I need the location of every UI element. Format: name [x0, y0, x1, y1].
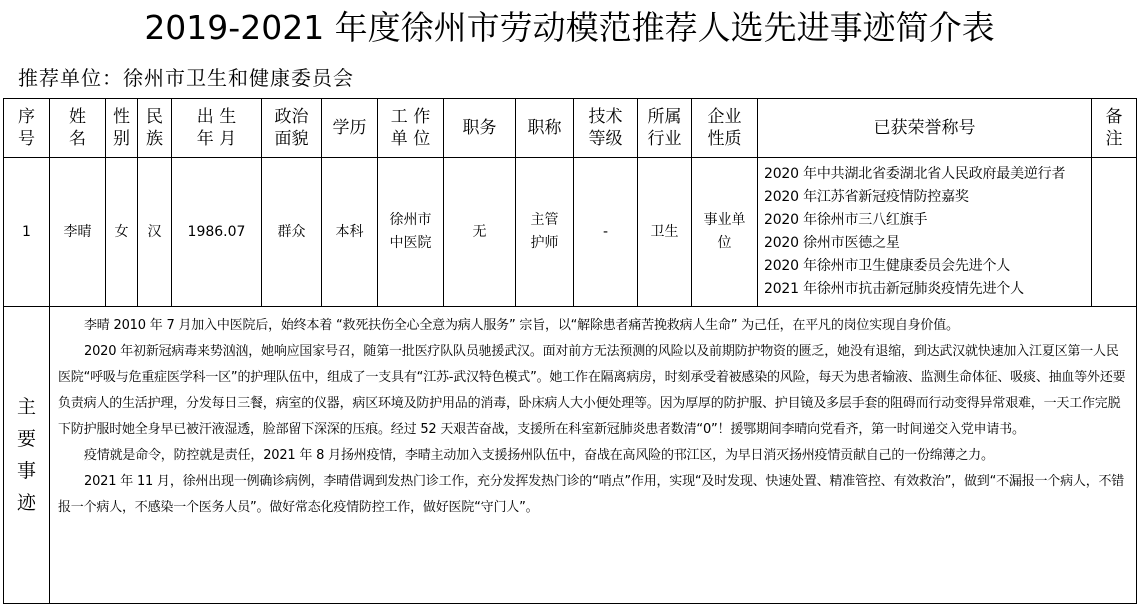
table-row [4, 158, 1137, 307]
story-paragraph: 2021 年 11 月，徐州出现一例确诊病例，李晴借调到发热门诊工作，充分发挥发热门诊的“哨点”作用，实现“及时发现、快速处置、精准管控、有效救治”，做到“不漏报一个病人，不错报一个病人，不感染一个医务人员”。做好常态化疫情防控工作，做好医院“守门人”。 [58, 474, 1125, 515]
honor-item: 2020 年江苏省新冠疫情防控嘉奖 [764, 189, 969, 205]
honor-item: 2020 年中共湖北省委湖北省人民政府最美逆行者 [764, 166, 1066, 182]
cell-politics: 群众 [262, 158, 322, 307]
cell-workplace: 徐州市 中医院 [378, 158, 444, 307]
header-title: 职称 [516, 99, 574, 158]
cell-gender: 女 [106, 158, 138, 307]
cell-enterprise-type: 事业单 位 [692, 158, 758, 307]
header-workplace: 工 作 单 位 [378, 99, 444, 158]
page-title: 2019-2021 年度徐州市劳动模范推荐人选先进事迹简介表 [144, 8, 995, 47]
recommend-unit: 推荐单位：徐州市卫生和健康委员会 [18, 66, 354, 90]
header-remarks: 备 注 [1092, 99, 1137, 158]
cell-title: 主管 护师 [516, 158, 574, 307]
cell-birth: 1986.07 [172, 158, 262, 307]
cell-ethnicity: 汉 [138, 158, 172, 307]
header-honors: 已获荣誉称号 [758, 99, 1092, 158]
honor-item: 2020 年徐州市三八红旗手 [764, 212, 928, 228]
header-politics: 政治 面貌 [262, 99, 322, 158]
cell-no: 1 [4, 158, 50, 307]
story-paragraph: 疫情就是命令，防控就是责任，2021 年 8 月扬州疫情，李晴主动加入支援扬州队伍中，奋战在高风险的邗江区，为早日消灭扬州疫情贡献自己的一份绵薄之力。 [84, 448, 994, 463]
header-industry: 所属 行业 [638, 99, 692, 158]
header-ethnicity: 民 族 [138, 99, 172, 158]
story-label: 主 要 事 迹 [4, 307, 50, 604]
header-gender: 性 别 [106, 99, 138, 158]
header-enterprise-type: 企业 性质 [692, 99, 758, 158]
story-paragraph: 李晴 2010 年 7 月加入中医院后，始终本着 “救死扶伤全心全意为病人服务” 宗旨，以“解除患者痛苦挽救病人生命” 为己任，在平凡的岗位实现自身价值。 [84, 318, 959, 333]
honor-item: 2020 徐州市医德之星 [764, 235, 900, 251]
cell-education: 本科 [322, 158, 378, 307]
story-paragraph: 2020 年初新冠病毒来势汹汹，她响应国家号召，随第一批医疗队队员驰援武汉。面对前方无法预测的风险以及前期防护物资的匮乏，她没有退缩，到达武汉就快速加入江夏区第一人民医院“呼吸与危重症医学科一区”的护理队伍中，组成了一支具有“江苏-武汉特色模式”。她工作在隔离病房，时刻承受着被感染的风险，每天为患者输液、监测生命体征、吸痰、抽血等外还要负责病人的生活护理，分发每日三餐，病室的仪器，病区环境及防护用品的消毒，卧床病人大小便处理等。因为厚厚的防护服、护目镜及多层手套的阻碍而行动变得异常艰难，一天工作完脱下防护服时她全身早已被汗液湿透，脸部留下深深的压痕。经过 52 天艰苦奋战，支援所在科室新冠肺炎患者数清“0”！援鄂期间李晴向党看齐，第一时间递交入党申请书。 [58, 344, 1126, 437]
info-table [3, 98, 1137, 604]
cell-honors [758, 158, 1092, 307]
honor-item: 2020 年徐州市卫生健康委员会先进个人 [764, 258, 1011, 274]
header-row [4, 99, 1137, 158]
header-no: 序 号 [4, 99, 50, 158]
story-text [50, 307, 1137, 604]
story-row [4, 307, 1137, 604]
cell-tech-level: - [574, 158, 638, 307]
header-birth: 出 生 年 月 [172, 99, 262, 158]
header-position: 职务 [444, 99, 516, 158]
cell-position: 无 [444, 158, 516, 307]
cell-name: 李晴 [50, 158, 106, 307]
cell-industry: 卫生 [638, 158, 692, 307]
header-education: 学历 [322, 99, 378, 158]
honor-item: 2021 年徐州市抗击新冠肺炎疫情先进个人 [764, 281, 1024, 297]
header-tech-level: 技术 等级 [574, 99, 638, 158]
header-name: 姓 名 [50, 99, 106, 158]
cell-remarks [1092, 158, 1137, 307]
